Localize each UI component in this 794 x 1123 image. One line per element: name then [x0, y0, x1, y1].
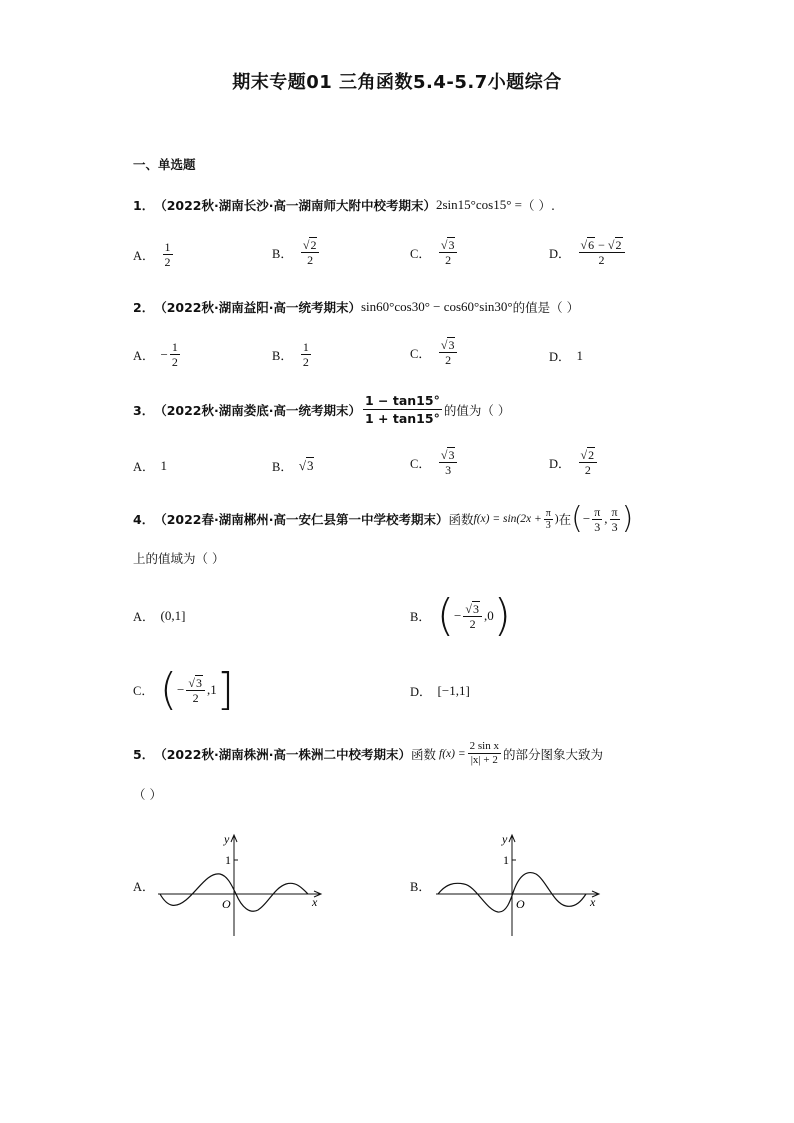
question-number: 4． — [133, 512, 155, 527]
q4-option-a[interactable] — [133, 607, 185, 625]
q1-option-c[interactable] — [410, 238, 459, 267]
fraction: $\frac{1}{2}$ — [171, 340, 178, 369]
sqrt-sign: √2 — [302, 238, 317, 252]
question-number: 1． — [133, 198, 155, 213]
right-paren: ) — [493, 590, 511, 641]
option-letter: A． — [133, 610, 155, 624]
comma: , — [604, 511, 608, 526]
q3-option-b[interactable] — [272, 457, 314, 475]
option-letter: D． — [549, 456, 571, 471]
y-label: y — [224, 832, 230, 846]
question-5 — [133, 740, 603, 767]
option-letter: A． — [133, 460, 155, 474]
tick-one-label: 1 — [503, 853, 509, 867]
left-paren: ( — [436, 590, 455, 641]
question-tail: 的值是（ ） — [512, 300, 580, 315]
tick-one-label: 1 — [225, 853, 231, 867]
question-source: （2022秋·湖南株洲·高一株洲二中校考期末） — [154, 746, 411, 762]
q4-option-d[interactable] — [410, 682, 470, 700]
question-source: （2022秋·湖南长沙·高一湖南师大附中校考期末） — [154, 198, 436, 213]
fraction: $\frac{√3}{2}$ — [439, 338, 458, 367]
option-letter: C． — [410, 346, 431, 361]
option-letter: B． — [272, 460, 293, 474]
fraction: $\frac{\pi}{3}$ — [611, 504, 618, 534]
option-letter: A． — [133, 248, 155, 263]
fraction: $\frac{√6 - √2}{2}$ — [579, 238, 625, 267]
question-tail: （ ）. — [521, 198, 555, 213]
fraction: $\frac{1}{2}$ — [302, 340, 309, 369]
sqrt-sign: √3 — [440, 448, 455, 462]
fraction: $\frac{√3}{2}$ — [186, 676, 205, 705]
question-5-line2: （ ） — [133, 787, 162, 802]
question-expression: sin60°cos30° − cos60°sin30° — [361, 299, 513, 314]
q2-option-d[interactable] — [549, 347, 583, 365]
close-paren: ) — [554, 513, 559, 525]
option-letter: A． — [133, 348, 155, 363]
fraction: $\frac{\pi}{3}$ — [594, 504, 601, 534]
q1-option-b[interactable] — [272, 238, 321, 267]
option-letter: B． — [272, 246, 293, 261]
option-value: 1 — [576, 348, 584, 363]
option-letter: B． — [410, 610, 431, 624]
question-number: 5． — [133, 746, 155, 762]
y-label: y — [502, 832, 508, 846]
option-letter: D． — [549, 350, 571, 364]
fraction: $\frac{√2}{2}$ — [579, 448, 598, 477]
page-title: 期末专题01 三角函数5.4-5.7小题综合 — [232, 72, 562, 93]
function-fraction: $\frac{\text{2 sin x}}{|x| + 2}$ — [469, 740, 499, 766]
x-label: x — [312, 895, 318, 909]
question-expression: 2sin15°cos15° = — [436, 197, 522, 212]
sqrt-sign: √3 — [298, 458, 314, 473]
q2-option-b[interactable] — [272, 340, 313, 369]
x-label: x — [590, 895, 596, 909]
right-bracket: ] — [216, 664, 234, 715]
option-rest: ,0 — [483, 608, 494, 623]
option-letter: A． — [133, 880, 155, 894]
function-expression: f(x) = sin(2x + — [473, 513, 542, 525]
minus-sign: − — [582, 511, 591, 526]
graph-b — [428, 828, 608, 940]
question-source: （2022秋·湖南益阳·高一统考期末） — [154, 300, 361, 315]
question-number: 3． — [133, 402, 155, 418]
question-3 — [133, 392, 510, 427]
origin-label: O — [222, 897, 231, 911]
graph-a — [150, 828, 330, 940]
sqrt-sign: √3 — [440, 238, 455, 252]
question-2 — [133, 298, 579, 316]
question-4-line2: 上的值域为（ ） — [133, 551, 225, 566]
fraction: $\frac{√3}{3}$ — [439, 448, 458, 477]
option-value: [−1,1] — [437, 683, 470, 698]
function-lhs: f(x) = — [439, 747, 466, 760]
minus-sign: − — [160, 346, 168, 362]
left-paren: ( — [159, 664, 178, 715]
fraction: $\frac{√2}{2}$ — [301, 238, 320, 267]
sqrt-sign: √2 — [580, 448, 595, 462]
option-letter: D． — [549, 246, 571, 261]
option-letter: C． — [133, 684, 154, 698]
tan-fraction: $\frac{1 - \tan 15^\circ}{1 + \tan 15^\circ}$ — [365, 393, 440, 426]
q4-option-b[interactable] — [410, 590, 511, 641]
option-letter: D． — [410, 685, 432, 699]
q2-option-c[interactable] — [410, 338, 459, 367]
q4-option-c[interactable] — [133, 664, 234, 715]
question-source: （2022春·湖南郴州·高一安仁县第一中学校考期末） — [154, 512, 449, 527]
question-source: （2022秋·湖南娄底·高一统考期末） — [154, 402, 361, 418]
sqrt-sign: √3 — [440, 338, 455, 352]
sqrt-sign: √3 — [188, 675, 202, 690]
sqrt-sign: √3 — [465, 601, 479, 616]
q1-option-a[interactable] — [133, 240, 175, 269]
q3-option-a[interactable] — [133, 457, 167, 475]
sqrt-sign: √2 — [607, 238, 622, 252]
fraction: $\frac{√3}{2}$ — [463, 602, 482, 631]
q3-option-c[interactable] — [410, 448, 459, 477]
question-tail: 的部分图象大致为 — [502, 746, 603, 762]
function-label: 函数 — [448, 512, 474, 527]
function-label: 函数 — [411, 746, 437, 762]
option-letter: C． — [410, 246, 431, 261]
fraction: $\frac{1}{2}$ — [164, 240, 171, 269]
origin-label: O — [516, 897, 525, 911]
right-paren: ) — [621, 501, 634, 536]
q2-option-a[interactable] — [133, 340, 182, 369]
question-tail: 的值为（ ） — [443, 402, 511, 418]
left-paren: ( — [571, 501, 583, 536]
option-rest: ,1 — [206, 682, 217, 697]
q1-option-d[interactable] — [549, 238, 627, 267]
option-value: 1 — [160, 458, 168, 473]
q3-option-d[interactable] — [549, 448, 599, 477]
question-4 — [133, 501, 634, 536]
option-value: (0,1] — [160, 608, 186, 623]
option-letter: B． — [410, 880, 431, 894]
question-1 — [133, 196, 555, 214]
question-number: 2． — [133, 300, 155, 315]
minus-sign: − — [177, 682, 185, 697]
option-letter: B． — [272, 348, 293, 363]
fraction: $\frac{√3}{2}$ — [439, 238, 458, 267]
option-letter: C． — [410, 456, 431, 471]
pi-over-three: $\frac{\pi}{3}$ — [545, 507, 551, 531]
in-label: 在 — [558, 512, 572, 527]
minus-sign: − — [454, 608, 462, 623]
sqrt-sign: √6 — [580, 238, 595, 252]
section-heading: 一、单选题 — [133, 157, 196, 172]
